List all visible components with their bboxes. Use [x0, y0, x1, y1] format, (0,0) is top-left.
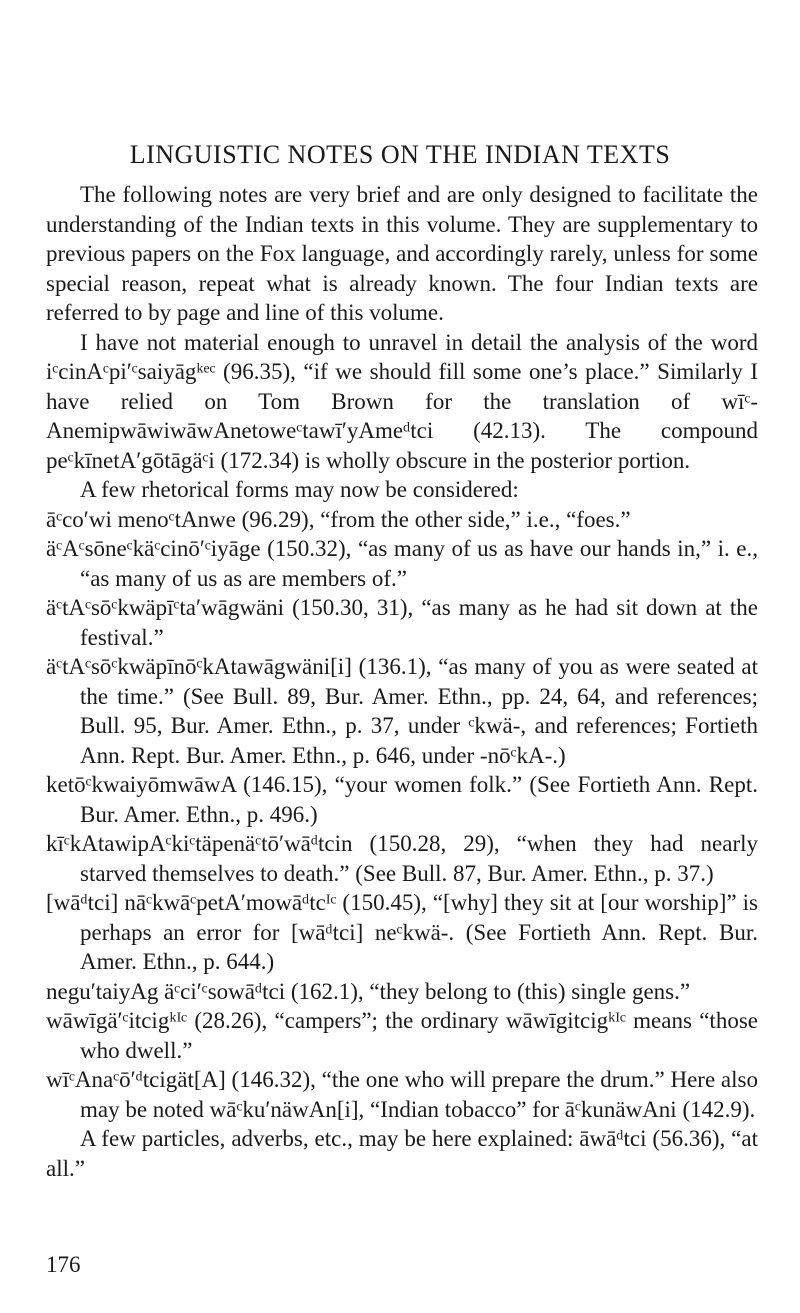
- body-text: [46, 180, 758, 1183]
- paragraph-intro: The following notes are very brief and are only designed to facilitate the understanding of the Indian texts in this volume. They are supplementary to previous papers on the Fox language, and accordingly rarely, unless for some special reason, repeat what is already known. The four Indian texts are referred to by page and line of this volume.: [46, 182, 758, 325]
- entry-starved: kīᶜkAtawipAᶜkiᶜtäpenäᶜtō′wāᵈtcin (150.28, 29), “when they had nearly starved themselves to death.” (See Bull. 87, Bur. Amer. Ethn., p. 37.): [46, 831, 758, 886]
- entry-drum: wīᶜAnaᶜō′ᵈtcigät[A] (146.32), “the one who will prepare the drum.” Here also may be noted wāᶜku′näwAn[i], “Indian tobacco” for āᶜkunäwAni (142.9).: [46, 1067, 758, 1122]
- entry-seated: äᶜtAᶜsōᶜkwäpīnōᶜkAtawāgwäni[i] (136.1), “as many of you as were seated at the time.” (See Bull. 89, Bur. Amer. Ethn., pp. 24, 64, and references; Bull. 95, Bur. Amer. Ethn., p. 37, under ᶜkwä-, and references; Fortieth Ann. Rept. Bur. Amer. Ethn., p. 646, under -nōᶜkA-.): [46, 654, 758, 768]
- entry-other-side: āᶜco′wi menoᶜtAnwe (96.29), “from the other side,” i.e., “foes.”: [46, 506, 631, 532]
- entry-worship: [wāᵈtci] nāᶜkwāᶜpetA′mowāᵈtcᴵᶜ (150.45), “[why] they sit at [our worship]” is perhaps an error for [wāᵈtci] neᶜkwä-. (See Fortieth Ann. Rept. Bur. Amer. Ethn., p. 644.): [46, 890, 758, 974]
- entry-hands-in: äᶜAᶜsōneᶜkäᶜcinō′ᶜiyāge (150.32), “as many of us as have our hands in,” i. e., “as many of us as are members of.”: [46, 536, 758, 591]
- paragraph-particles: A few particles, adverbs, etc., may be here explained: āwāᵈtci (56.36), “at all.”: [46, 1126, 758, 1181]
- entry-campers: wāwīgä′ᶜitcigᵏᴵᶜ (28.26), “campers”; the ordinary wāwīgitcigᵏᴵᶜ means “those who dwell.”: [46, 1008, 758, 1063]
- paragraph-rhetorical-intro: A few rhetorical forms may now be considered:: [80, 477, 519, 502]
- entry-gens: negu′taiyAg äᶜci′ᶜsowāᵈtci (162.1), “they belong to (this) single gens.”: [46, 978, 691, 1004]
- paragraph-analysis: I have not material enough to unravel in detail the analysis of the word iᶜcinAᶜpi′ᶜsaiyāgᵏᵉᶜ (96.35), “if we should fill some one’s place.” Similarly I have relied on Tom Brown for the translation of wīᶜ-AnemipwāwiwāwAnetoweᶜtawī′yAmeᵈtci (42.13). The compound peᶜkīnetA′gōtāgäᶜi (172.34) is wholly obscure in the posterior portion.: [46, 329, 758, 473]
- page-heading: LINGUISTIC NOTES ON THE INDIAN TEXTS: [129, 140, 671, 169]
- page-number: 176: [46, 1252, 81, 1277]
- entry-women-folk: ketōᶜkwaiyōmwāwA (146.15), “your women folk.” (See Fortieth Ann. Rept. Bur. Amer. Ethn., p. 496.): [46, 772, 758, 827]
- entry-sit-down: äᶜtAᶜsōᶜkwäpīᶜta′wāgwäni (150.30, 31), “as many as he had sit down at the festival.”: [46, 595, 758, 650]
